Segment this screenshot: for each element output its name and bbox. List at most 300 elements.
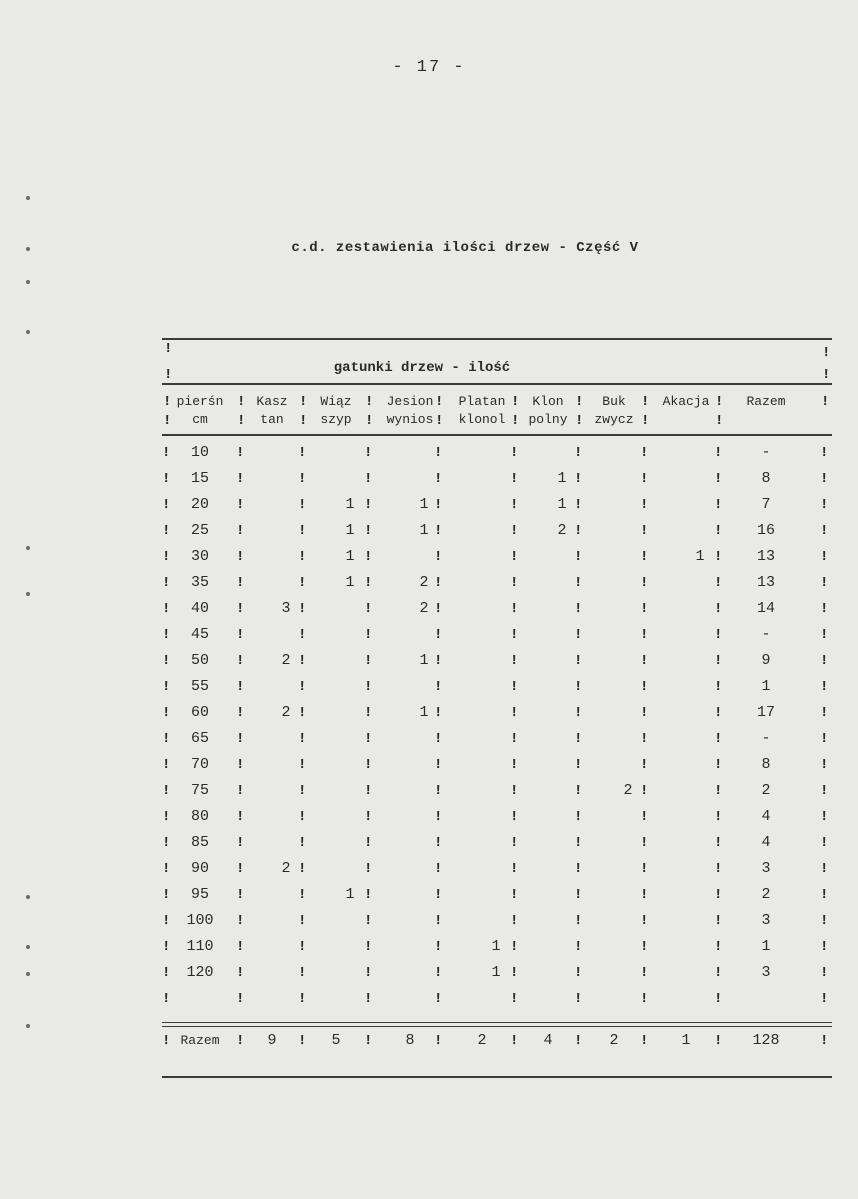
column-separator-mark: ! [236, 783, 245, 799]
table-row [162, 622, 832, 648]
column-separator-mark: ! [162, 783, 171, 799]
table-row [162, 596, 832, 622]
table-row [162, 518, 832, 544]
header-separator-mark: ! [237, 413, 246, 429]
count-cell: 2 [281, 704, 291, 721]
column-separator-mark: ! [714, 627, 723, 643]
count-cell [256, 492, 316, 518]
column-header [646, 393, 726, 411]
column-separator-mark: ! [640, 497, 649, 513]
count-cell [320, 440, 380, 466]
column-separator-mark: ! [574, 783, 583, 799]
column-separator-mark: ! [510, 861, 519, 877]
header-separator-mark: ! [575, 394, 584, 410]
column-separator-mark: ! [640, 627, 649, 643]
count-cell: 5 [331, 1032, 341, 1049]
column-separator-mark: ! [364, 1033, 373, 1049]
count-cell [598, 752, 658, 778]
column-separator-mark: ! [364, 653, 373, 669]
column-separator-mark: ! [298, 523, 307, 539]
count-cell [394, 830, 454, 856]
column-separator-mark: ! [820, 549, 829, 565]
header-separator-mark: ! [435, 394, 444, 410]
column-separator-mark: ! [298, 861, 307, 877]
column-separator-mark: ! [162, 679, 171, 695]
column-header [160, 393, 240, 429]
count-cell [670, 570, 730, 596]
column-separator-mark: ! [236, 653, 245, 669]
row-total-cell: 4 [761, 808, 771, 825]
column-separator-mark: ! [162, 861, 171, 877]
row-total-cell: 3 [761, 912, 771, 929]
count-cell [394, 960, 454, 986]
count-cell: 1 [695, 548, 705, 565]
tree-count-table [162, 338, 832, 1080]
column-separator-mark: ! [162, 835, 171, 851]
row-total-cell: 8 [761, 470, 771, 487]
count-cell [532, 674, 592, 700]
table-row [162, 466, 832, 492]
column-separator-mark: ! [364, 939, 373, 955]
column-header-line2: szyp [320, 412, 352, 427]
table-row [162, 934, 832, 960]
column-separator-mark: ! [640, 523, 649, 539]
column-separator-mark: ! [510, 705, 519, 721]
column-separator-mark: ! [820, 783, 829, 799]
column-separator-mark: ! [162, 601, 171, 617]
column-separator-mark: ! [364, 913, 373, 929]
column-separator-mark: ! [714, 939, 723, 955]
column-separator-mark: ! [640, 783, 649, 799]
column-separator-mark: ! [640, 653, 649, 669]
column-header-line2: zwycz [594, 412, 634, 427]
column-separator-mark: ! [298, 497, 307, 513]
diameter-cell: 80 [190, 808, 209, 825]
count-cell: 1 [419, 496, 429, 513]
column-separator-mark: ! [714, 1033, 723, 1049]
column-separator-mark: ! [510, 601, 519, 617]
column-separator-mark: ! [364, 757, 373, 773]
column-separator-mark: ! [236, 445, 245, 461]
table-row [162, 804, 832, 830]
count-cell [598, 856, 658, 882]
row-total-cell: 16 [756, 522, 775, 539]
column-separator-mark: ! [510, 575, 519, 591]
margin-dot [26, 280, 30, 284]
count-cell [394, 622, 454, 648]
column-separator-mark: ! [364, 601, 373, 617]
column-separator-mark: ! [510, 809, 519, 825]
count-cell [256, 518, 316, 544]
diameter-cell: 110 [186, 938, 214, 955]
column-separator-mark: ! [236, 601, 245, 617]
diameter-cell: 65 [190, 730, 209, 747]
header-separator-mark: ! [715, 394, 724, 410]
count-cell [466, 700, 526, 726]
column-separator-mark: ! [510, 679, 519, 695]
column-separator-mark: ! [820, 575, 829, 591]
column-separator-mark: ! [714, 861, 723, 877]
count-cell [256, 960, 316, 986]
column-separator-mark: ! [640, 575, 649, 591]
header-separator-mark: ! [299, 413, 308, 429]
column-separator-mark: ! [298, 627, 307, 643]
count-cell [320, 752, 380, 778]
column-separator-mark: ! [820, 757, 829, 773]
table-totals-top-rule-2 [162, 1026, 832, 1027]
count-cell [256, 986, 316, 1012]
column-separator-mark: ! [434, 913, 443, 929]
column-separator-mark: ! [510, 757, 519, 773]
header-separator-mark: ! [237, 394, 246, 410]
column-separator-mark: ! [236, 731, 245, 747]
count-cell [256, 778, 316, 804]
column-separator-mark: ! [820, 991, 829, 1007]
table-row [162, 882, 832, 908]
count-cell [532, 934, 592, 960]
column-separator-mark: ! [434, 887, 443, 903]
column-separator-mark: ! [298, 471, 307, 487]
count-cell [670, 804, 730, 830]
column-separator-mark: ! [364, 705, 373, 721]
count-cell: 1 [491, 938, 501, 955]
page-number: - 17 - [392, 58, 466, 77]
count-cell [532, 882, 592, 908]
column-separator-mark: ! [510, 627, 519, 643]
table-row [162, 492, 832, 518]
totals-row [162, 1028, 832, 1054]
column-separator-mark: ! [820, 809, 829, 825]
column-separator-mark: ! [640, 991, 649, 1007]
column-separator-mark: ! [714, 471, 723, 487]
column-separator-mark: ! [510, 991, 519, 1007]
count-cell [466, 596, 526, 622]
column-separator-mark: ! [820, 731, 829, 747]
column-separator-mark: ! [640, 861, 649, 877]
table-row [162, 960, 832, 986]
count-cell [670, 518, 730, 544]
column-header [296, 393, 376, 429]
diameter-cell: 10 [190, 444, 209, 461]
table-totals-top-rule [162, 1022, 832, 1023]
column-separator-mark: ! [298, 653, 307, 669]
count-cell [670, 934, 730, 960]
column-separator-mark: ! [162, 809, 171, 825]
count-cell [466, 908, 526, 934]
column-separator-mark: ! [510, 783, 519, 799]
column-separator-mark: ! [162, 445, 171, 461]
count-cell: 2 [281, 652, 291, 669]
table-bottom-rule [162, 1076, 832, 1078]
totals-label-cell: Razem [180, 1033, 220, 1048]
margin-dot [26, 330, 30, 334]
count-cell [466, 544, 526, 570]
column-separator-mark: ! [364, 731, 373, 747]
column-separator-mark: ! [364, 835, 373, 851]
column-separator-mark: ! [298, 835, 307, 851]
column-separator-mark: ! [714, 497, 723, 513]
column-separator-mark: ! [236, 835, 245, 851]
count-cell [670, 778, 730, 804]
column-separator-mark: ! [574, 835, 583, 851]
count-cell: 8 [405, 1032, 415, 1049]
document-title: c.d. zestawienia ilości drzew - Część V [291, 240, 639, 256]
count-cell [394, 726, 454, 752]
column-separator-mark: ! [510, 523, 519, 539]
count-cell [532, 986, 592, 1012]
column-separator-mark: ! [364, 783, 373, 799]
column-separator-mark: ! [434, 1033, 443, 1049]
count-cell [598, 492, 658, 518]
count-cell [670, 466, 730, 492]
count-cell: 1 [681, 1032, 691, 1049]
header-separator-mark: ! [163, 413, 172, 429]
row-total-cell: - [761, 444, 771, 461]
column-separator-mark: ! [714, 523, 723, 539]
column-header-line2: wynios [386, 412, 434, 427]
column-separator-mark: ! [820, 835, 829, 851]
column-separator-mark: ! [162, 627, 171, 643]
column-separator-mark: ! [574, 627, 583, 643]
count-cell [256, 752, 316, 778]
count-cell [670, 752, 730, 778]
margin-dot [26, 972, 30, 976]
count-cell [320, 856, 380, 882]
column-separator-mark: ! [820, 1033, 829, 1049]
column-separator-mark: ! [298, 783, 307, 799]
column-separator-mark: ! [434, 861, 443, 877]
column-separator-mark: ! [574, 939, 583, 955]
diameter-cell: 60 [190, 704, 209, 721]
column-separator-mark: ! [364, 523, 373, 539]
column-separator-mark: ! [236, 523, 245, 539]
count-cell [320, 934, 380, 960]
count-cell [598, 466, 658, 492]
column-separator-mark: ! [162, 731, 171, 747]
column-separator-mark: ! [714, 601, 723, 617]
header-separator-mark: ! [365, 394, 374, 410]
header-separator-mark: ! [435, 413, 444, 429]
margin-dot [26, 945, 30, 949]
count-cell [256, 544, 316, 570]
column-separator-mark: ! [162, 965, 171, 981]
column-separator-mark: ! [510, 445, 519, 461]
table-row [162, 648, 832, 674]
column-separator-mark: ! [714, 835, 723, 851]
right-edge-mark: ! [822, 345, 831, 361]
column-separator-mark: ! [574, 471, 583, 487]
count-cell [532, 440, 592, 466]
margin-dot [26, 196, 30, 200]
column-separator-mark: ! [298, 939, 307, 955]
column-separator-mark: ! [820, 861, 829, 877]
table-columns-rule [162, 434, 832, 436]
column-separator-mark: ! [236, 913, 245, 929]
table-row [162, 570, 832, 596]
column-separator-mark: ! [714, 757, 723, 773]
row-total-cell: 8 [761, 756, 771, 773]
column-header [726, 393, 806, 411]
column-separator-mark: ! [364, 497, 373, 513]
column-separator-mark: ! [574, 653, 583, 669]
count-cell [256, 830, 316, 856]
column-separator-mark: ! [640, 835, 649, 851]
count-cell [670, 596, 730, 622]
header-separator-mark: ! [163, 394, 172, 410]
column-separator-mark: ! [162, 887, 171, 903]
column-separator-mark: ! [298, 913, 307, 929]
header-separator-mark: ! [299, 394, 308, 410]
column-separator-mark: ! [714, 809, 723, 825]
column-separator-mark: ! [298, 549, 307, 565]
column-separator-mark: ! [574, 913, 583, 929]
column-separator-mark: ! [236, 809, 245, 825]
column-separator-mark: ! [298, 679, 307, 695]
table-row [162, 700, 832, 726]
column-separator-mark: ! [298, 1033, 307, 1049]
table-row [162, 726, 832, 752]
column-header-line2: tan [260, 412, 284, 427]
row-total-cell: 2 [761, 782, 771, 799]
count-cell [598, 726, 658, 752]
column-separator-mark: ! [434, 939, 443, 955]
count-cell [256, 882, 316, 908]
column-separator-mark: ! [640, 549, 649, 565]
column-separator-mark: ! [434, 679, 443, 695]
column-separator-mark: ! [820, 913, 829, 929]
column-separator-mark: ! [574, 601, 583, 617]
column-separator-mark: ! [640, 1033, 649, 1049]
column-separator-mark: ! [510, 887, 519, 903]
table-row [162, 544, 832, 570]
margin-dot [26, 546, 30, 550]
column-separator-mark: ! [162, 913, 171, 929]
count-cell: 9 [267, 1032, 277, 1049]
diameter-cell: 15 [190, 470, 209, 487]
column-separator-mark: ! [574, 861, 583, 877]
count-cell [670, 674, 730, 700]
count-cell: 1 [345, 886, 355, 903]
column-separator-mark: ! [434, 731, 443, 747]
count-cell [532, 544, 592, 570]
column-separator-mark: ! [298, 705, 307, 721]
count-cell [394, 986, 454, 1012]
count-cell [256, 466, 316, 492]
header-separator-mark: ! [641, 394, 650, 410]
count-cell [532, 570, 592, 596]
count-cell [320, 908, 380, 934]
column-separator-mark: ! [298, 445, 307, 461]
count-cell [532, 752, 592, 778]
column-separator-mark: ! [714, 965, 723, 981]
column-separator-mark: ! [364, 575, 373, 591]
diameter-cell: 120 [186, 964, 214, 981]
header-separator-mark: ! [511, 413, 520, 429]
count-cell [394, 908, 454, 934]
count-cell [532, 908, 592, 934]
count-cell [532, 856, 592, 882]
count-cell [598, 622, 658, 648]
column-separator-mark: ! [820, 471, 829, 487]
column-separator-mark: ! [434, 653, 443, 669]
count-cell [598, 518, 658, 544]
column-separator-mark: ! [162, 757, 171, 773]
column-separator-mark: ! [640, 965, 649, 981]
count-cell [598, 700, 658, 726]
count-cell [466, 752, 526, 778]
column-separator-mark: ! [510, 939, 519, 955]
column-separator-mark: ! [236, 757, 245, 773]
count-cell [320, 466, 380, 492]
count-cell [466, 518, 526, 544]
count-cell [670, 622, 730, 648]
column-separator-mark: ! [640, 939, 649, 955]
column-separator-mark: ! [820, 887, 829, 903]
column-separator-mark: ! [640, 445, 649, 461]
column-separator-mark: ! [236, 627, 245, 643]
row-total-cell: 4 [761, 834, 771, 851]
table-row [162, 778, 832, 804]
column-separator-mark: ! [510, 965, 519, 981]
column-separator-mark: ! [162, 575, 171, 591]
column-separator-mark: ! [820, 965, 829, 981]
column-separator-mark: ! [434, 601, 443, 617]
row-total-cell: - [761, 626, 771, 643]
column-header-line1: Klon [532, 394, 564, 409]
count-cell [320, 596, 380, 622]
margin-dot [26, 1024, 30, 1028]
count-cell [598, 648, 658, 674]
count-cell [256, 674, 316, 700]
column-separator-mark: ! [434, 835, 443, 851]
row-total-cell: 3 [761, 964, 771, 981]
count-cell: 2 [557, 522, 567, 539]
column-separator-mark: ! [714, 445, 723, 461]
count-cell [532, 700, 592, 726]
count-cell [670, 960, 730, 986]
count-cell: 1 [557, 496, 567, 513]
column-header-line1: Platan [458, 394, 506, 409]
column-separator-mark: ! [298, 809, 307, 825]
diameter-cell: 90 [190, 860, 209, 877]
count-cell [532, 648, 592, 674]
table-row [162, 440, 832, 466]
count-cell [670, 882, 730, 908]
count-cell [670, 830, 730, 856]
column-separator-mark: ! [236, 575, 245, 591]
count-cell [320, 804, 380, 830]
count-cell [320, 700, 380, 726]
column-separator-mark: ! [574, 549, 583, 565]
count-cell: 1 [345, 496, 355, 513]
column-separator-mark: ! [364, 861, 373, 877]
column-separator-mark: ! [364, 679, 373, 695]
count-cell [598, 674, 658, 700]
count-cell [394, 856, 454, 882]
count-cell [466, 648, 526, 674]
column-header-line2: polny [528, 412, 568, 427]
column-separator-mark: ! [574, 887, 583, 903]
count-cell [532, 596, 592, 622]
row-total-cell: 13 [756, 574, 775, 591]
column-separator-mark: ! [434, 471, 443, 487]
column-separator-mark: ! [574, 809, 583, 825]
count-cell [394, 544, 454, 570]
column-header-line1: Wiąz [320, 394, 352, 409]
diameter-cell: 20 [190, 496, 209, 513]
diameter-cell: 100 [186, 912, 214, 929]
column-separator-mark: ! [714, 731, 723, 747]
